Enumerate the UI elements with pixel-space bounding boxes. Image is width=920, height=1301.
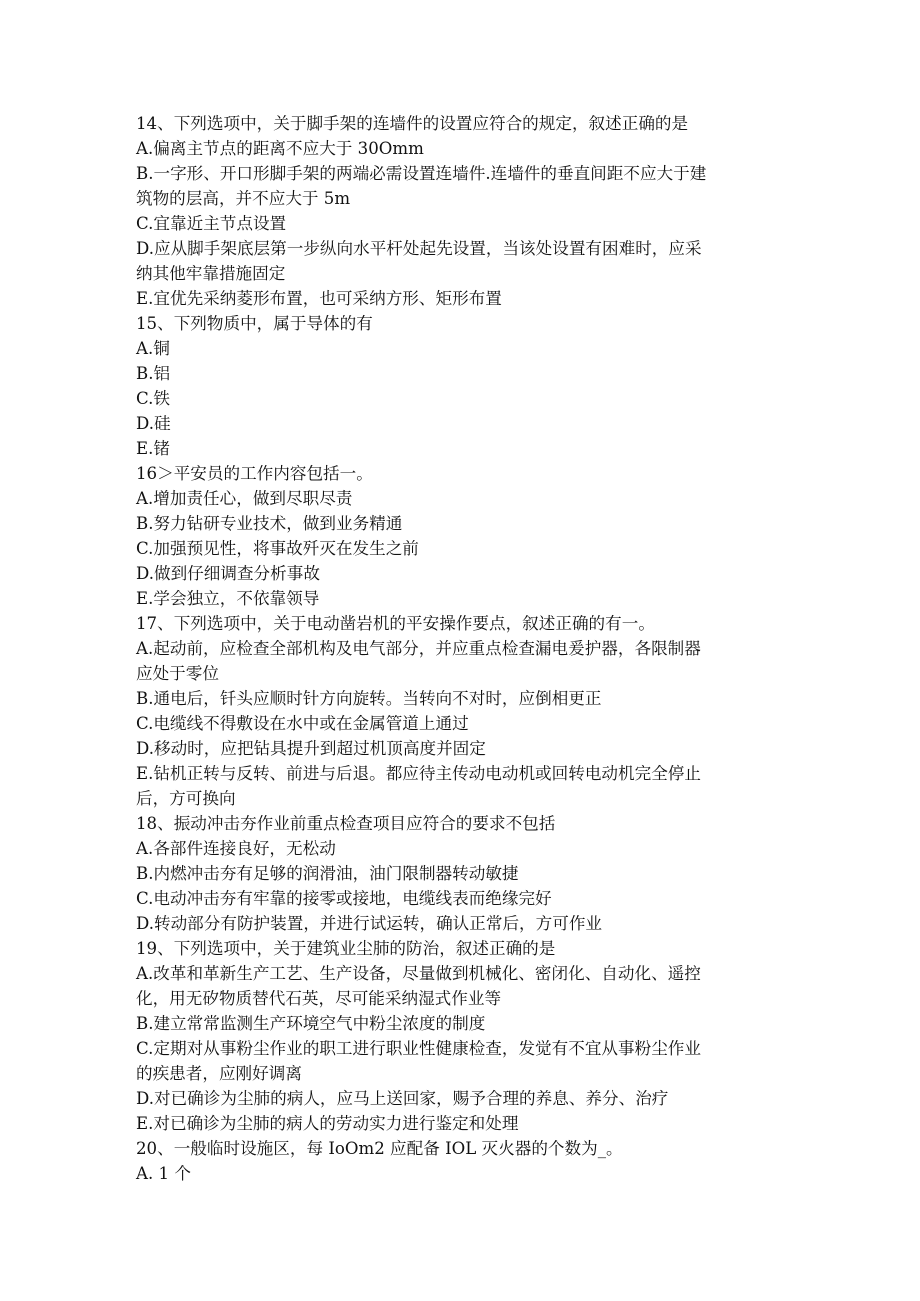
question-19-option-c-cont: 的疾患者，应刚好调离 <box>136 1064 302 1083</box>
question-14-option-b-cont: 筑物的层高，并不应大于 5m <box>136 189 351 208</box>
question-15-option-a: A.铜 <box>136 339 170 358</box>
document-page <box>136 111 776 1186</box>
question-18-stem: 18、振动冲击夯作业前重点检查项目应符合的要求不包括 <box>136 814 556 833</box>
question-18-option-a: A.各部件连接良好，无松动 <box>136 839 336 858</box>
question-19-option-c: C.定期对从事粉尘作业的职工进行职业性健康检查，发觉有不宜从事粉尘作业 <box>136 1039 701 1058</box>
question-17-option-a: A.起动前，应检查全部机构及电气部分，并应重点检查漏电爰护器，各限制器 <box>136 639 701 658</box>
question-18-option-b: B.内燃冲击夯有足够的润滑油，油门限制器转动敏捷 <box>136 864 519 883</box>
question-19-option-a: A.改革和革新生产工艺、生产设备，尽量做到机械化、密闭化、自动化、遥控 <box>136 964 701 983</box>
question-15-option-d: D.硅 <box>136 414 171 433</box>
question-14-option-d: D.应从脚手架底层第一步纵向水平杆处起先设置，当该处设置有困难时，应采 <box>136 239 702 258</box>
question-14-option-e: E.宜优先采纳菱形布置，也可采纳方形、矩形布置 <box>136 289 502 308</box>
question-17-stem: 17、下列选项中，关于电动凿岩机的平安操作要点，叙述正确的有一。 <box>136 614 655 633</box>
question-15-option-c: C.铁 <box>136 389 170 408</box>
question-14-option-a: A.偏离主节点的距离不应大于 30Omm <box>136 139 424 158</box>
question-14-option-b: B.一字形、开口形脚手架的两端必需设置连墙件.连墙件的垂直间距不应大于建 <box>136 164 707 183</box>
question-16-option-a: A.增加责任心，做到尽职尽责 <box>136 489 353 508</box>
question-17-option-c: C.电缆线不得敷设在水中或在金属管道上通过 <box>136 714 469 733</box>
question-19-option-b: B.建立常常监测生产环境空气中粉尘浓度的制度 <box>136 1014 486 1033</box>
question-16-stem: 16＞平安员的工作内容包括一。 <box>136 464 373 483</box>
question-15-option-b: B.铝 <box>136 364 171 383</box>
question-14-option-c: C.宜靠近主节点设置 <box>136 214 287 233</box>
question-19-stem: 19、下列选项中，关于建筑业尘肺的防治，叙述正确的是 <box>136 939 556 958</box>
question-18-option-d: D.转动部分有防护装置，并进行试运转，确认正常后，方可作业 <box>136 914 603 933</box>
question-14-stem: 14、下列选项中，关于脚手架的连墙件的设置应符合的规定，叙述正确的是 <box>136 114 689 133</box>
question-17-option-d: D.移动时，应把钻具提升到超过机顶高度并固定 <box>136 739 486 758</box>
question-16-option-c: C.加强预见性，将事故歼灭在发生之前 <box>136 539 419 558</box>
question-17-option-e-cont: 后，方可换向 <box>136 789 236 808</box>
question-14-option-d-cont: 纳其他牢靠措施固定 <box>136 264 286 283</box>
question-16-option-e: E.学会独立，不依靠领导 <box>136 589 320 608</box>
question-17-option-a-cont: 应处于零位 <box>136 664 219 683</box>
question-19-option-d: D.对已确诊为尘肺的病人，应马上送回家，赐予合理的养息、养分、治疗 <box>136 1089 669 1108</box>
question-15-stem: 15、下列物质中，属于导体的有 <box>136 314 373 333</box>
question-17-option-e: E.钻机正转与反转、前进与后退。都应待主传动电动机或回转电动机完全停止 <box>136 764 701 783</box>
question-19-option-e: E.对已确诊为尘肺的病人的劳动实力进行鉴定和处理 <box>136 1114 519 1133</box>
question-19-option-a-cont: 化，用无矽物质替代石英，尽可能采纳湿式作业等 <box>136 989 502 1008</box>
question-20-stem: 20、一般临时设施区，每 IoOm2 应配备 IOL 灭火器的个数为_。 <box>136 1139 623 1158</box>
question-16-option-b: B.努力钻研专业技术，做到业务精通 <box>136 514 403 533</box>
question-20-option-a: A. 1 个 <box>136 1164 191 1183</box>
question-16-option-d: D.做到仔细调查分析事故 <box>136 564 320 583</box>
question-18-option-c: C.电动冲击夯有牢靠的接零或接地，电缆线表而绝缘完好 <box>136 889 552 908</box>
question-17-option-b: B.通电后，钎头应顺时针方向旋转。当转向不对时，应倒相更正 <box>136 689 602 708</box>
question-15-option-e: E.锗 <box>136 439 170 458</box>
